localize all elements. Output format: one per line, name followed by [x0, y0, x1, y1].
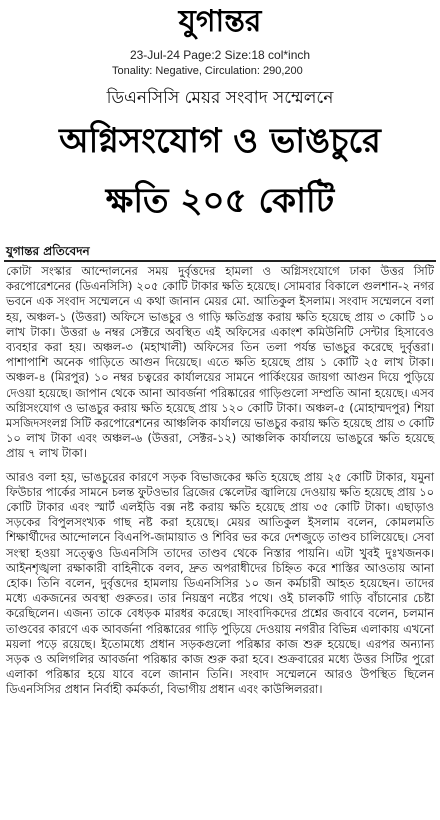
article-paragraph-2: আরও বলা হয়, ভাঙচুরের কারণে সড়ক বিভাজকের ক্ষতি হয়েছে প্রায় ২৫ কোটি টাকার, যমুনা ফিউচার পার্কের সামনে চলন্ত ফুটওভার ব্রিজের স্কেলেটর জ্বালিয়ে দেওয়ায় ক্ষতি হয়েছে প্রায় ১০ কোটি টাকার এবং স্মার্ট এলইডি বক্স নষ্ট করায় ক্ষতি হয়েছে প্রায় ৩৫ কোটি টাকা। এছাড়াও সড়কের বিপুলসংখ্যক গাছ নষ্ট করা হয়েছে। মেয়র আতিকুল ইসলাম বলেন, কোমলমতি শিক্ষার্থীদের আন্দোলনে বিএনপি-জামায়াত ও শিবির ভর করে দেশজুড়ে তাণ্ডব চালিয়েছে। সেবা সংস্থা হওয়া সত্ত্বেও ডিএনসিসি তাদের তাণ্ডব থেকে নিস্তার পায়নি। এটা খুবই দুঃখজনক। আইনশৃঙ্খলা রক্ষাকারী বাহিনীকে বলব, দ্রুত অপরাধীদের চিহ্নিত করে শাস্তির আওতায় আনা হোক। তিনি বলেন, দুর্বৃত্তদের হামলায় ডিএনসিসির ১০ জন কর্মচারী আহত হয়েছেন। তাদের মধ্যে একজনের অবস্থা গুরুতর। তার নিয়ন্ত্রণ নষ্টের পথে। ওই চালকটি গাড়ি বাঁচানোর চেষ্টা করেছিলেন। এজন্য তাকে বেধড়ক মারধর করেছে। সাংবাদিকদের প্রশ্নের জবাবে বলেন, চলমান তাণ্ডবের কারণে এক আবর্জনা পরিষ্কারের গাড়ি পুড়িয়ে দেওয়ায় নগরীর বিভিন্ন এলাকায় এখনো ময়লা পড়ে রয়েছে। ইতোমধ্যে প্রধান সড়কগুলো পরিষ্কার কাজ শুরু হয়েছে। এরপর অন্যান্য সড়ক ও অলিগলির আবর্জনা পরিষ্কার কাজ শুরু করা হবে। শুক্রবারের মধ্যে উত্তর সিটির পুরো এলাকা পরিষ্কার হয়ে যাবে বলে জানান তিনি। সংবাদ সম্মেলনে আরও উপস্থিত ছিলেন ডিএনসিসির প্রধান নির্বাহী কর্মকর্তা, বিভাগীয় প্রধান এবং কাউন্সিলররা।: [6, 469, 434, 697]
article-kicker: ডিএনসিসি মেয়র সংবাদ সম্মেলনে: [106, 88, 334, 108]
byline-divider: [4, 260, 436, 262]
headline-line-1: অগ্নিসংযোগ ও ভাঙচুরে: [59, 121, 381, 161]
newspaper-masthead-logo: যুগান্তর: [178, 4, 262, 39]
byline: যুগান্তর প্রতিবেদন: [6, 244, 90, 258]
headline-line-2: ক্ষতি ২০৫ কোটি: [105, 181, 335, 221]
article-paragraph-1: কোটা সংস্কার আন্দোলনের সময় দুর্বৃত্তদের হামলা ও অগ্নিসংযোগে ঢাকা উত্তর সিটি করপোরেশনের (ডিএনসিসি) ২০৫ কোটি টাকার ক্ষতি হয়েছে। সোমবার বিকালে গুলশান-২ নগর ভবনে এক সংবাদ সম্মেলনে এ কথা জানান মেয়র মো. আতিকুল ইসলাম। সংবাদ সম্মেলনে বলা হয়, অঞ্চল-১ (উত্তরা) অফিসে ভাঙচুর ও গাড়ি ক্ষতিগ্রস্ত করায় ক্ষতি হয়েছে প্রায় ৩ কোটি ১০ লাখ টাকা। উত্তরা ৬ নম্বর সেক্টরে অবস্থিত এই অফিসের একাংশ কমিউনিটি সেন্টার হিসাবেও ব্যবহার করা হয়। অঞ্চল-৩ (মহাখালী) অফিসের তিন তলা পর্যন্ত ভাঙচুর করেছে দুর্বৃত্তরা। পাশাপাশি অনেক গাড়িতে আগুন দিয়েছে। এতে ক্ষতি হয়েছে প্রায় ১ কোটি ২৫ লাখ টাকা। অঞ্চল-৪ (মিরপুর) ১০ নম্বর চত্বরের কার্যালয়ের সামনে পার্কিংয়ের জায়গা আগুন দিয়ে পুড়িয়ে দেওয়া হয়েছে। জাপান থেকে আনা আবর্জনা পরিষ্কারের গাড়িগুলো সম্প্রতি আনা হয়েছে। এসব অগ্নিসংযোগ ও ভাঙচুর করায় ক্ষতি হয়েছে প্রায় ১২০ কোটি টাকা। অঞ্চল-৫ (মোহাম্মদপুর) শিয়া মসজিদসংলগ্ন সিটি করপোরেশনের আঞ্চলিক কার্যালয়ে ভাঙচুর করায় ক্ষতি হয়েছে প্রায় ৩ কোটি ১০ লাখ টাকা এবং অঞ্চল-৬ (উত্তরা, সেক্টর-১২) আঞ্চলিক কার্যালয়ে ভাঙচুরে ক্ষতি হয়েছে প্রায় ৭ লাখ টাকা।: [6, 264, 434, 461]
article-body: [6, 264, 434, 706]
clip-info-line-1: 23-Jul-24 Page:2 Size:18 col*inch: [129, 48, 311, 62]
clip-info-line-2: Tonality: Negative, Circulation: 290,200: [112, 65, 303, 77]
